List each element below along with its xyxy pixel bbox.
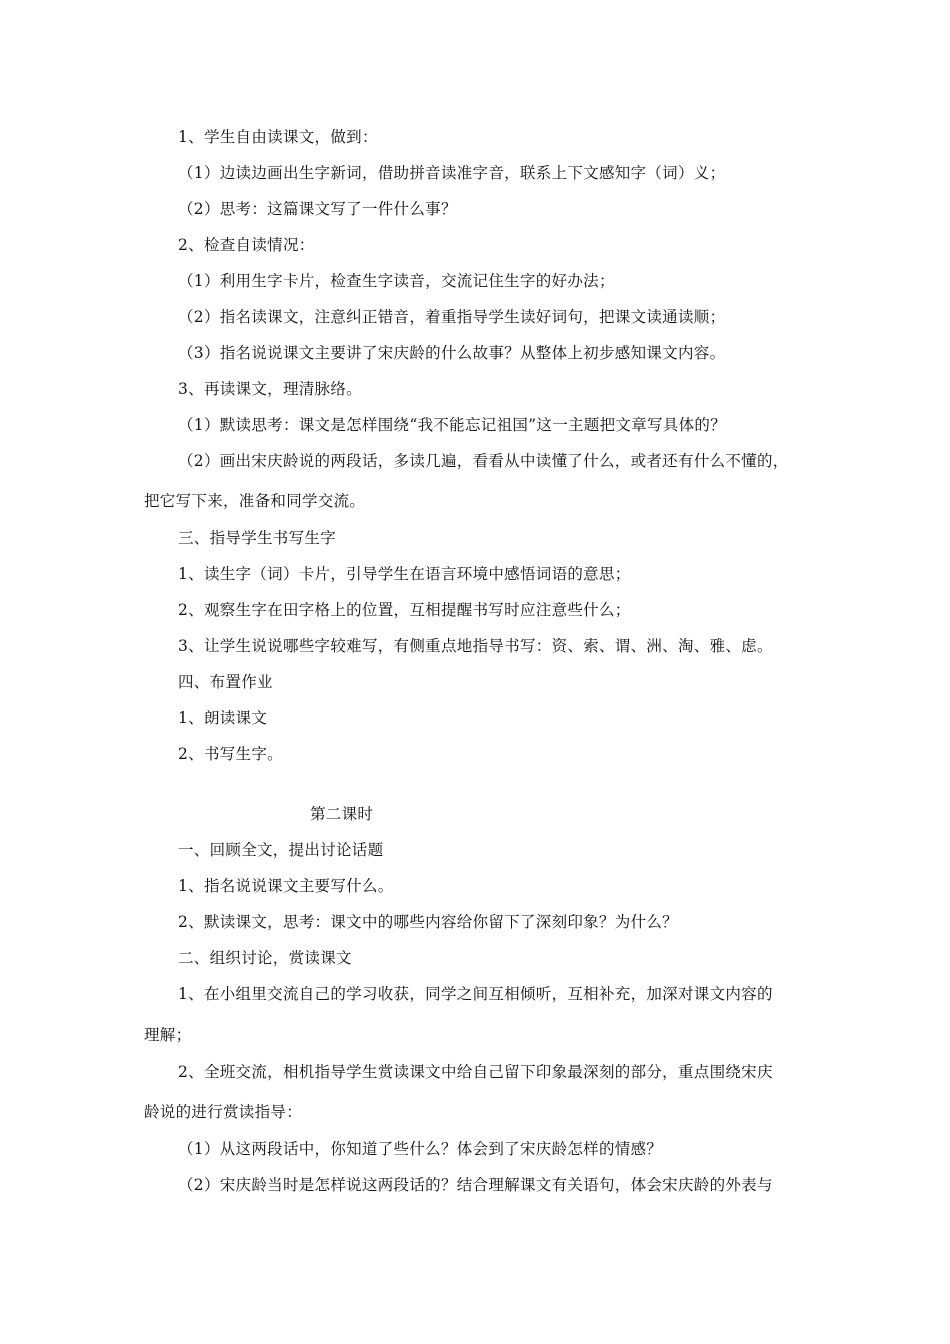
- text-line: 2、默读课文，思考：课文中的哪些内容给你留下了深刻印象？为什么？: [178, 913, 678, 931]
- text-line: （1）默读思考：课文是怎样围绕“我不能忘记祖国”这一主题把文章写具体的？: [178, 416, 727, 434]
- text-line: （1）边读边画出生字新词，借助拼音读准字音，联系上下文感知字（词）义；: [178, 164, 726, 182]
- section-heading: 三、指导学生书写生字: [178, 529, 337, 547]
- text-line: 1、朗读课文: [178, 709, 268, 727]
- text-line: 1、指名说说课文主要写什么。: [178, 877, 394, 895]
- section-heading: 四、布置作业: [178, 673, 273, 691]
- text-line: 3、再读课文，理清脉络。: [178, 380, 362, 398]
- text-line: （2）思考：这篇课文写了一件什么事？: [178, 200, 457, 218]
- text-line: 1、读生字（词）卡片，引导学生在语言环境中感悟词语的意思；: [178, 565, 631, 583]
- text-line: 3、让学生说说哪些字较难写，有侧重点地指导书写：资、索、谓、洲、淘、雅、虑。: [178, 637, 773, 655]
- text-line: （2）宋庆龄当时是怎样说这两段话的？结合理解课文有关语句，体会宋庆龄的外表与: [178, 1176, 773, 1194]
- text-line: 龄说的进行赏读指导：: [144, 1103, 303, 1121]
- text-line: 理解；: [144, 1026, 192, 1044]
- lesson-title: 第二课时: [310, 805, 374, 823]
- text-line: 1、在小组里交流自己的学习收获，同学之间互相倾听，互相补充，加深对课文内容的: [178, 985, 773, 1003]
- text-line: （3）指名说说课文主要讲了宋庆龄的什么故事？从整体上初步感知课文内容。: [178, 344, 726, 362]
- text-line: （1）利用生字卡片，检查生字读音，交流记住生字的好办法；: [178, 272, 615, 290]
- section-heading: 一、回顾全文，提出讨论话题: [178, 841, 384, 859]
- text-line: 2、书写生字。: [178, 745, 283, 763]
- text-line: 2、检查自读情况：: [178, 236, 315, 254]
- text-line: 把它写下来，准备和同学交流。: [144, 492, 366, 510]
- section-heading: 二、组织讨论，赏读课文: [178, 949, 352, 967]
- text-line: （2）指名读课文，注意纠正错音，着重指导学生读好词句，把课文读通读顺；: [178, 308, 726, 326]
- text-line: （1）从这两段话中，你知道了些什么？体会到了宋庆龄怎样的情感？: [178, 1140, 663, 1158]
- text-line: 1、学生自由读课文，做到：: [178, 128, 378, 146]
- text-line: 2、观察生字在田字格上的位置，互相提醒书写时应注意些什么；: [178, 601, 631, 619]
- text-line: 2、全班交流，相机指导学生赏读课文中给自己留下印象最深刻的部分，重点围绕宋庆: [178, 1063, 773, 1081]
- text-line: （2）画出宋庆龄说的两段话，多读几遍，看看从中读懂了什么，或者还有什么不懂的，: [178, 452, 789, 470]
